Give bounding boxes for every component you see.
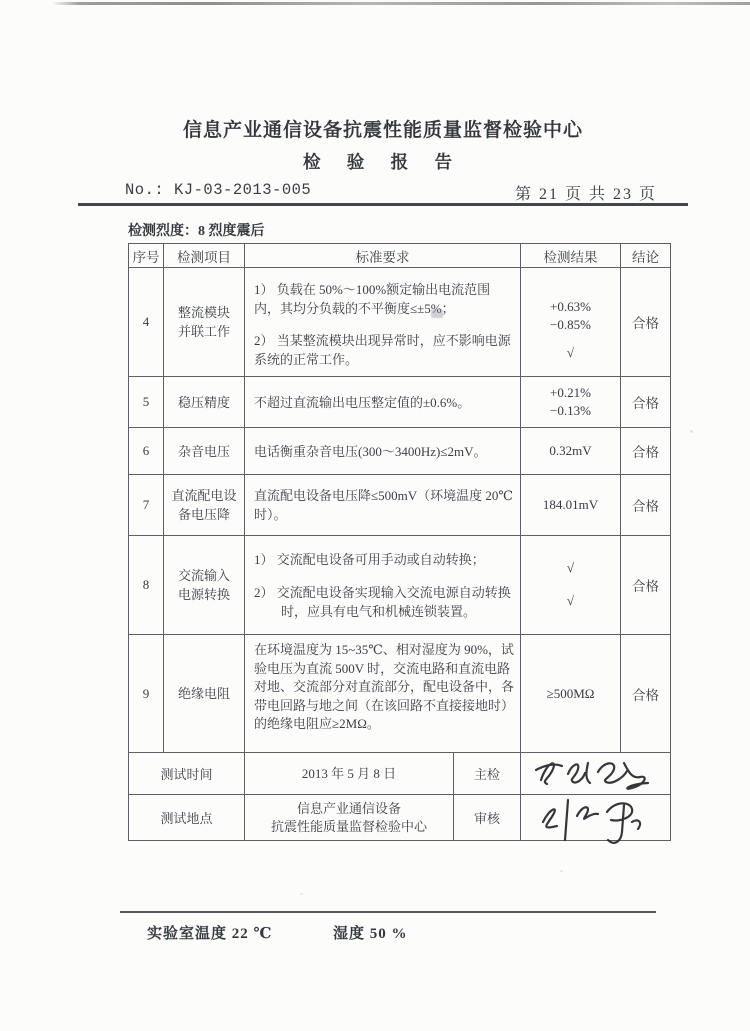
table-row-8 bbox=[129, 536, 671, 635]
lab-humidity: 湿度 50 % bbox=[333, 926, 408, 942]
report-header bbox=[16, 115, 750, 174]
row5-result-1: +0.21% bbox=[550, 385, 591, 400]
row4-seq: 4 bbox=[129, 268, 164, 377]
row7-item-line2: 备电压降 bbox=[177, 507, 230, 522]
paper-speck bbox=[690, 430, 693, 433]
row7-item bbox=[164, 475, 245, 536]
test-place-line1: 信息产业通信设备 bbox=[296, 800, 401, 816]
row5-item: 稳压精度 bbox=[164, 377, 245, 428]
row4-verdict: 合格 bbox=[621, 268, 671, 377]
row8-item-line1: 交流输入 bbox=[177, 568, 230, 583]
row5-req-1: 不超过直流输出电压整定值的±0.6%。 bbox=[254, 394, 471, 410]
header-rule bbox=[78, 203, 688, 206]
row8-verdict: 合格 bbox=[621, 536, 671, 635]
table-row-4 bbox=[129, 268, 671, 377]
row5-verdict: 合格 bbox=[621, 377, 671, 428]
row4-item-line2: 并联工作 bbox=[177, 324, 230, 339]
test-time-label: 测试时间 bbox=[129, 753, 245, 795]
reviewer-label: 审核 bbox=[454, 795, 521, 841]
test-intensity-note: 检测烈度：8 烈度震后 bbox=[128, 224, 265, 239]
paper-speck bbox=[300, 893, 303, 895]
row6-req-1: 电话衡重杂音电压(300～3400Hz)≤2mV。 bbox=[254, 443, 487, 459]
row4-result bbox=[521, 268, 621, 377]
row6-seq: 6 bbox=[129, 428, 164, 475]
paper-speck bbox=[560, 870, 563, 872]
row5-result-2: −0.13% bbox=[550, 403, 591, 418]
row6-result: 0.32mV bbox=[521, 428, 621, 475]
row7-requirement bbox=[245, 475, 521, 536]
reviewer-signature-cell bbox=[521, 795, 671, 841]
row9-verdict: 合格 bbox=[621, 635, 671, 753]
row8-checkmark-2: √ bbox=[566, 593, 575, 608]
center-name-title: 信息产业通信设备抗震性能质量监督检验中心 bbox=[182, 120, 583, 141]
row7-verdict: 合格 bbox=[621, 475, 671, 536]
row5-seq: 5 bbox=[129, 377, 164, 428]
col-header-item: 检测项目 bbox=[164, 244, 245, 268]
col-header-seq: 序号 bbox=[129, 244, 164, 268]
test-place-value bbox=[245, 795, 454, 841]
col-header-verdict: 结论 bbox=[621, 244, 671, 268]
chief-inspector-label: 主检 bbox=[454, 753, 521, 795]
summary-table bbox=[128, 752, 671, 841]
row4-checkmark: √ bbox=[566, 345, 575, 360]
row9-req-1: 在环境温度为 15~35℃、相对湿度为 90%，试验电压为直流 500V 时，交流电路和直流电路对地、交流部分对直流部分，配电设备中，各带电回路与地之间（在该回路不直接接地时）的绝缘电阻应≥2MΩ。 bbox=[254, 642, 515, 731]
scan-edge-artifact bbox=[52, 2, 750, 5]
report-number: No.: KJ-03-2013-005 bbox=[125, 181, 312, 199]
row5-result bbox=[521, 377, 621, 428]
summary-row-place bbox=[129, 795, 671, 841]
row8-result bbox=[521, 536, 621, 635]
row5-requirement bbox=[245, 377, 521, 428]
row9-seq: 9 bbox=[129, 635, 164, 753]
row6-requirement bbox=[245, 428, 521, 475]
results-table-block bbox=[128, 243, 670, 841]
row9-item: 绝缘电阻 bbox=[164, 635, 245, 753]
col-header-result: 检测结果 bbox=[521, 244, 621, 268]
row4-result-2: −0.85% bbox=[550, 317, 591, 332]
row4-req-2: 2） 当某整流模块出现异常时，应不影响电源系统的正常工作。 bbox=[254, 333, 511, 367]
row4-item-line1: 整流模块 bbox=[177, 305, 230, 320]
test-time-value: 2013 年 5 月 8 日 bbox=[245, 753, 454, 795]
row4-item bbox=[164, 268, 245, 377]
row4-req-1: 1） 负载在 50%～100%额定输出电流范围内，其均分负载的不平衡度≤±5%； bbox=[254, 282, 491, 316]
test-place-label: 测试地点 bbox=[129, 795, 245, 841]
test-results-table bbox=[128, 243, 671, 753]
row4-requirement bbox=[245, 268, 521, 377]
table-header-row bbox=[129, 244, 671, 268]
row7-item-line1: 直流配电设 bbox=[171, 488, 237, 503]
row8-req-2: 2） 交流配电设备实现输入交流电源自动转换时，应具有电气和机械连锁装置。 bbox=[254, 585, 511, 619]
row9-result: ≥500MΩ bbox=[521, 635, 621, 753]
row9-requirement bbox=[245, 635, 521, 753]
doc-type-title: 检 验 报 告 bbox=[302, 152, 464, 172]
row7-seq: 7 bbox=[129, 475, 164, 536]
table-row-6 bbox=[129, 428, 671, 475]
lab-temperature: 实验室温度 22 ℃ bbox=[147, 926, 273, 942]
table-row-7 bbox=[129, 475, 671, 536]
row6-verdict: 合格 bbox=[621, 428, 671, 475]
row7-result: 184.01mV bbox=[521, 475, 621, 536]
page-indicator: 第 21 页 共 23 页 bbox=[514, 186, 657, 203]
row8-requirement bbox=[245, 536, 521, 635]
table-row-9 bbox=[129, 635, 671, 753]
row8-item bbox=[164, 536, 245, 635]
test-place-line2: 抗震性能质量监督检验中心 bbox=[270, 818, 427, 834]
row8-req-1: 1） 交流配电设备可用手动或自动转换； bbox=[254, 552, 485, 567]
row4-result-1: +0.63% bbox=[550, 299, 591, 314]
row6-item: 杂音电压 bbox=[164, 428, 245, 475]
row8-item-line2: 电源转换 bbox=[177, 587, 230, 602]
row7-req-1: 直流配电设备电压降≤500mV（环境温度 20℃时）。 bbox=[254, 488, 513, 522]
footer-rule bbox=[120, 911, 656, 913]
row8-checkmark-1: √ bbox=[566, 560, 575, 575]
table-row-5 bbox=[129, 377, 671, 428]
handwritten-signature-icon bbox=[531, 787, 666, 851]
row8-seq: 8 bbox=[129, 536, 164, 635]
col-header-requirement: 标准要求 bbox=[245, 244, 521, 268]
ink-smudge bbox=[431, 309, 443, 318]
